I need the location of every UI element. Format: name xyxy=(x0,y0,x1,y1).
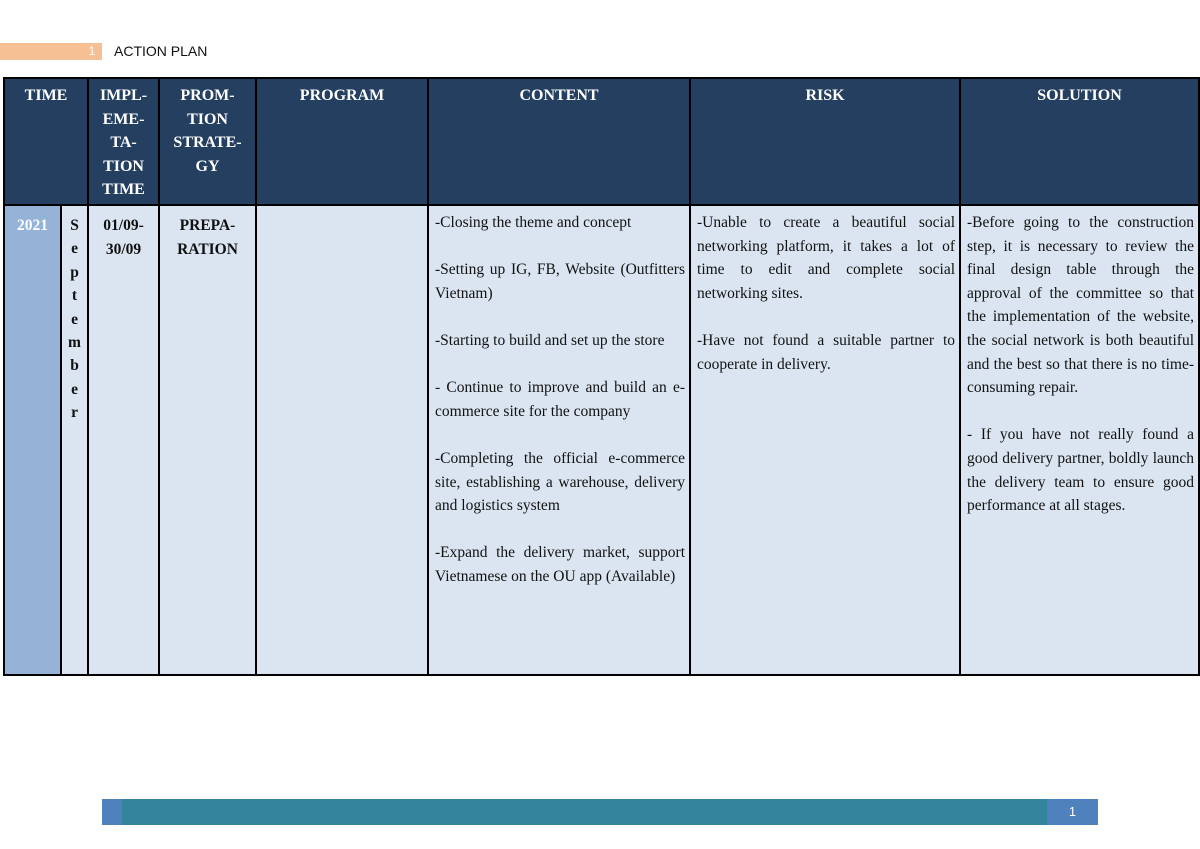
header-program: PROGRAM xyxy=(256,78,428,205)
content-item: -Closing the theme and concept xyxy=(435,214,632,231)
month-letter: b xyxy=(70,357,79,375)
header-implementation-time-line: TIME xyxy=(102,181,145,198)
month-letter: p xyxy=(70,263,79,281)
content-cell xyxy=(428,205,690,675)
section-number: 1 xyxy=(88,44,96,58)
month-letter: e xyxy=(71,310,78,328)
content-item: -Setting up IG, FB, Website (Outfitters Vietnam) xyxy=(435,261,686,302)
solution-item: -Before going to the construction step, it is necessary to review the final design table through the approval of the committee so that the implementation of the website, the social network is both beautiful and the best so that there is no time-consuming repair. xyxy=(967,214,1195,397)
header-time: TIME xyxy=(4,78,88,205)
content-item: -Expand the delivery market, support Vietnamese on the OU app (Available) xyxy=(435,544,686,585)
risk-item: -Unable to create a beautiful social networking platform, it takes a lot of time to edit and complete social networking sites. xyxy=(697,214,956,302)
implementation-end: 30/09 xyxy=(105,240,142,258)
year-cell: 2021 xyxy=(4,205,61,675)
risk-cell xyxy=(690,205,960,675)
header-implementation-time-line: TA- xyxy=(110,134,137,151)
content-item: - Continue to improve and build an e- commerce site for the company xyxy=(435,379,686,420)
header-promotion-strategy-line: STRATE- xyxy=(173,134,242,151)
footer-bar xyxy=(102,799,1098,825)
risk-item: -Have not found a suitable partner to cooperate in delivery. xyxy=(697,331,956,373)
table-row xyxy=(4,205,1199,675)
action-plan-table xyxy=(3,77,1200,676)
header-solution: SOLUTION xyxy=(960,78,1199,205)
content-item: -Completing the official e-commerce site, establishing a warehouse, delivery and logistics system xyxy=(435,449,686,515)
solution-cell xyxy=(960,205,1199,675)
strategy-line: PREPA- xyxy=(179,217,236,234)
implementation-start: 01/09- xyxy=(103,217,144,234)
program-cell xyxy=(256,205,428,675)
month-letter: r xyxy=(71,404,78,422)
month-letter: t xyxy=(71,287,78,305)
month-letter: e xyxy=(71,240,78,258)
strategy-line: RATION xyxy=(177,240,238,258)
header-row xyxy=(4,78,1199,205)
month-letter: e xyxy=(71,380,78,398)
footer-left-accent xyxy=(102,799,122,825)
header-content: CONTENT xyxy=(428,78,690,205)
strategy-cell xyxy=(159,205,256,675)
content-item: -Starting to build and set up the store xyxy=(435,331,665,349)
header-promotion-strategy-line: PROM- xyxy=(180,87,235,104)
header-promotion-strategy-line: TION xyxy=(187,110,228,128)
header-implementation-time-line: EME- xyxy=(102,110,145,128)
month-letter: m xyxy=(68,334,81,352)
section-title: ACTION PLAN xyxy=(114,43,208,59)
header-implementation-time-line: IMPL- xyxy=(99,87,148,104)
implementation-time-cell xyxy=(88,205,159,675)
month-cell xyxy=(61,205,88,675)
solution-item: - If you have not really found a good delivery partner, boldly launch the delivery team to ensure good performance at all stages. xyxy=(967,426,1195,515)
header-risk: RISK xyxy=(690,78,960,205)
month-letter: S xyxy=(70,217,79,234)
header-implementation-time-line: TION xyxy=(103,157,144,175)
header-promotion-strategy xyxy=(159,78,256,205)
header-implementation-time xyxy=(88,78,159,205)
footer-page-number: 1 xyxy=(1047,799,1098,825)
header-promotion-strategy-line: GY xyxy=(195,157,220,175)
